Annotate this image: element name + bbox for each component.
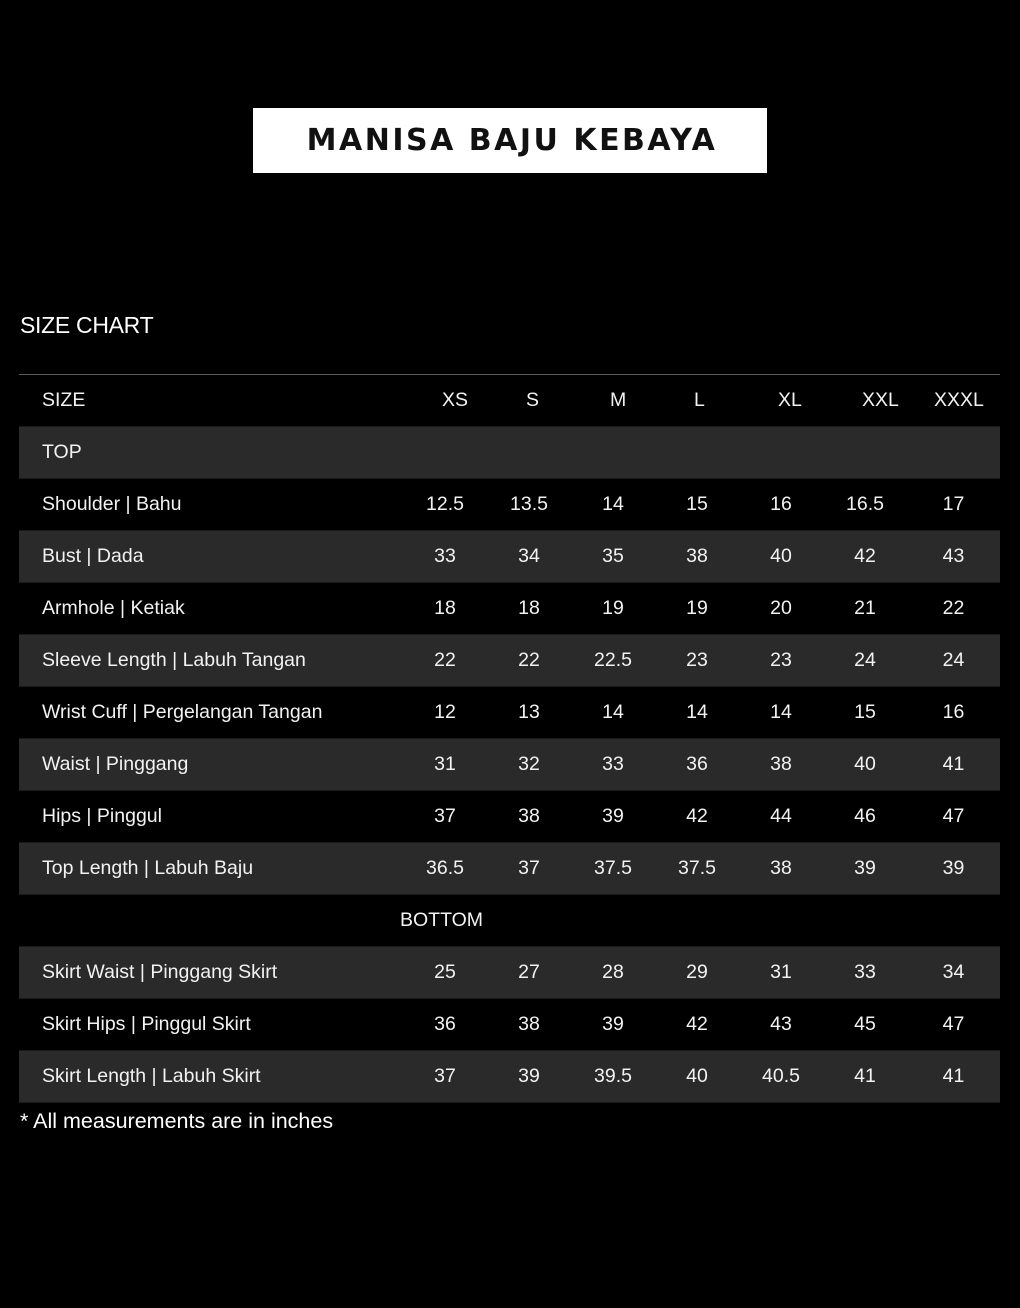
table-row — [19, 479, 1000, 531]
measurement-label: Wrist Cuff | Pergelangan Tangan — [19, 687, 403, 739]
measurement-value: 38 — [739, 843, 823, 895]
measurement-value: 41 — [907, 739, 1000, 791]
measurement-value: 13.5 — [487, 479, 571, 531]
section-row-bottom — [19, 895, 1000, 947]
measurement-value: 12 — [403, 687, 487, 739]
measurement-value: 42 — [655, 999, 739, 1051]
measurement-label: Sleeve Length | Labuh Tangan — [19, 635, 403, 687]
size-chart-heading: SIZE CHART — [20, 312, 154, 338]
size-header-xxl: XXL — [823, 375, 907, 427]
measurement-value: 43 — [739, 999, 823, 1051]
measurement-value: 38 — [487, 999, 571, 1051]
size-chart-table — [19, 374, 1000, 1103]
size-header-s: S — [487, 375, 571, 427]
measurement-value: 38 — [655, 531, 739, 583]
measurement-value: 38 — [487, 791, 571, 843]
measurement-value: 29 — [655, 947, 739, 999]
measurement-label: Armhole | Ketiak — [19, 583, 403, 635]
measurement-label: Shoulder | Bahu — [19, 479, 403, 531]
measurement-value: 14 — [571, 687, 655, 739]
measurement-value: 14 — [571, 479, 655, 531]
size-header-row — [19, 375, 1000, 427]
measurement-value: 12.5 — [403, 479, 487, 531]
measurement-value: 47 — [907, 999, 1000, 1051]
table-row — [19, 791, 1000, 843]
brand-banner — [253, 108, 767, 173]
brand-title: MANISA BAJU KEBAYA — [306, 123, 718, 158]
measurement-value: 19 — [571, 583, 655, 635]
measurement-value: 37 — [487, 843, 571, 895]
measurement-value: 40 — [823, 739, 907, 791]
measurement-value: 16 — [739, 479, 823, 531]
measurement-value: 14 — [655, 687, 739, 739]
measurement-value: 38 — [739, 739, 823, 791]
measurement-value: 37.5 — [571, 843, 655, 895]
measurement-value: 42 — [655, 791, 739, 843]
measurement-value: 37.5 — [655, 843, 739, 895]
table-row — [19, 635, 1000, 687]
table-row — [19, 947, 1000, 999]
measurement-value: 39 — [907, 843, 1000, 895]
measurement-value: 40 — [655, 1051, 739, 1103]
measurement-value: 33 — [403, 531, 487, 583]
measurement-label: Waist | Pinggang — [19, 739, 403, 791]
measurement-value: 31 — [403, 739, 487, 791]
measurement-value: 46 — [823, 791, 907, 843]
measurement-label: Skirt Waist | Pinggang Skirt — [19, 947, 403, 999]
table-row — [19, 739, 1000, 791]
size-header-xl: XL — [739, 375, 823, 427]
measurement-value: 13 — [487, 687, 571, 739]
table-row — [19, 583, 1000, 635]
size-header-m: M — [571, 375, 655, 427]
measurement-value: 42 — [823, 531, 907, 583]
measurement-value: 37 — [403, 1051, 487, 1103]
measurement-value: 23 — [655, 635, 739, 687]
measurement-value: 24 — [823, 635, 907, 687]
measurement-value: 36 — [655, 739, 739, 791]
measurement-note: * All measurements are in inches — [20, 1109, 334, 1133]
table-row — [19, 999, 1000, 1051]
measurement-value: 22 — [907, 583, 1000, 635]
measurement-value: 41 — [823, 1051, 907, 1103]
measurement-value: 16.5 — [823, 479, 907, 531]
table-row — [19, 843, 1000, 895]
measurement-value: 28 — [571, 947, 655, 999]
measurement-value: 33 — [571, 739, 655, 791]
measurement-value: 19 — [655, 583, 739, 635]
measurement-value: 24 — [907, 635, 1000, 687]
measurement-value: 17 — [907, 479, 1000, 531]
measurement-value: 22.5 — [571, 635, 655, 687]
measurement-value: 34 — [487, 531, 571, 583]
measurement-value: 39 — [487, 1051, 571, 1103]
measurement-value: 36.5 — [403, 843, 487, 895]
measurement-label: Skirt Hips | Pinggul Skirt — [19, 999, 403, 1051]
measurement-value: 36 — [403, 999, 487, 1051]
measurement-value: 16 — [907, 687, 1000, 739]
measurement-value: 44 — [739, 791, 823, 843]
measurement-value: 39.5 — [571, 1051, 655, 1103]
measurement-value: 39 — [571, 791, 655, 843]
measurement-value: 35 — [571, 531, 655, 583]
measurement-value: 32 — [487, 739, 571, 791]
measurement-value: 15 — [823, 687, 907, 739]
measurement-value: 47 — [907, 791, 1000, 843]
measurement-value: 14 — [739, 687, 823, 739]
measurement-value: 37 — [403, 791, 487, 843]
size-chart-body — [19, 375, 1000, 1103]
table-row — [19, 687, 1000, 739]
measurement-value: 22 — [403, 635, 487, 687]
size-header-l: L — [655, 375, 739, 427]
measurement-value: 43 — [907, 531, 1000, 583]
measurement-label: Hips | Pinggul — [19, 791, 403, 843]
measurement-value: 21 — [823, 583, 907, 635]
measurement-value: 27 — [487, 947, 571, 999]
table-row — [19, 531, 1000, 583]
size-header-label: SIZE — [19, 375, 403, 427]
measurement-value: 45 — [823, 999, 907, 1051]
measurement-value: 15 — [655, 479, 739, 531]
measurement-value: 39 — [571, 999, 655, 1051]
measurement-label: Skirt Length | Labuh Skirt — [19, 1051, 403, 1103]
measurement-value: 34 — [907, 947, 1000, 999]
measurement-label: Top Length | Labuh Baju — [19, 843, 403, 895]
measurement-value: 18 — [487, 583, 571, 635]
measurement-value: 20 — [739, 583, 823, 635]
section-label-top: TOP — [19, 427, 1000, 479]
measurement-value: 22 — [487, 635, 571, 687]
size-header-xxxl: XXXL — [907, 375, 1000, 427]
measurement-value: 40.5 — [739, 1051, 823, 1103]
table-row — [19, 1051, 1000, 1103]
measurement-value: 31 — [739, 947, 823, 999]
measurement-value: 33 — [823, 947, 907, 999]
section-label-bottom: BOTTOM — [19, 895, 1000, 947]
measurement-value: 18 — [403, 583, 487, 635]
measurement-value: 41 — [907, 1051, 1000, 1103]
measurement-value: 39 — [823, 843, 907, 895]
measurement-label: Bust | Dada — [19, 531, 403, 583]
section-row-top — [19, 427, 1000, 479]
measurement-value: 23 — [739, 635, 823, 687]
size-header-xs: XS — [403, 375, 487, 427]
measurement-value: 25 — [403, 947, 487, 999]
measurement-value: 40 — [739, 531, 823, 583]
